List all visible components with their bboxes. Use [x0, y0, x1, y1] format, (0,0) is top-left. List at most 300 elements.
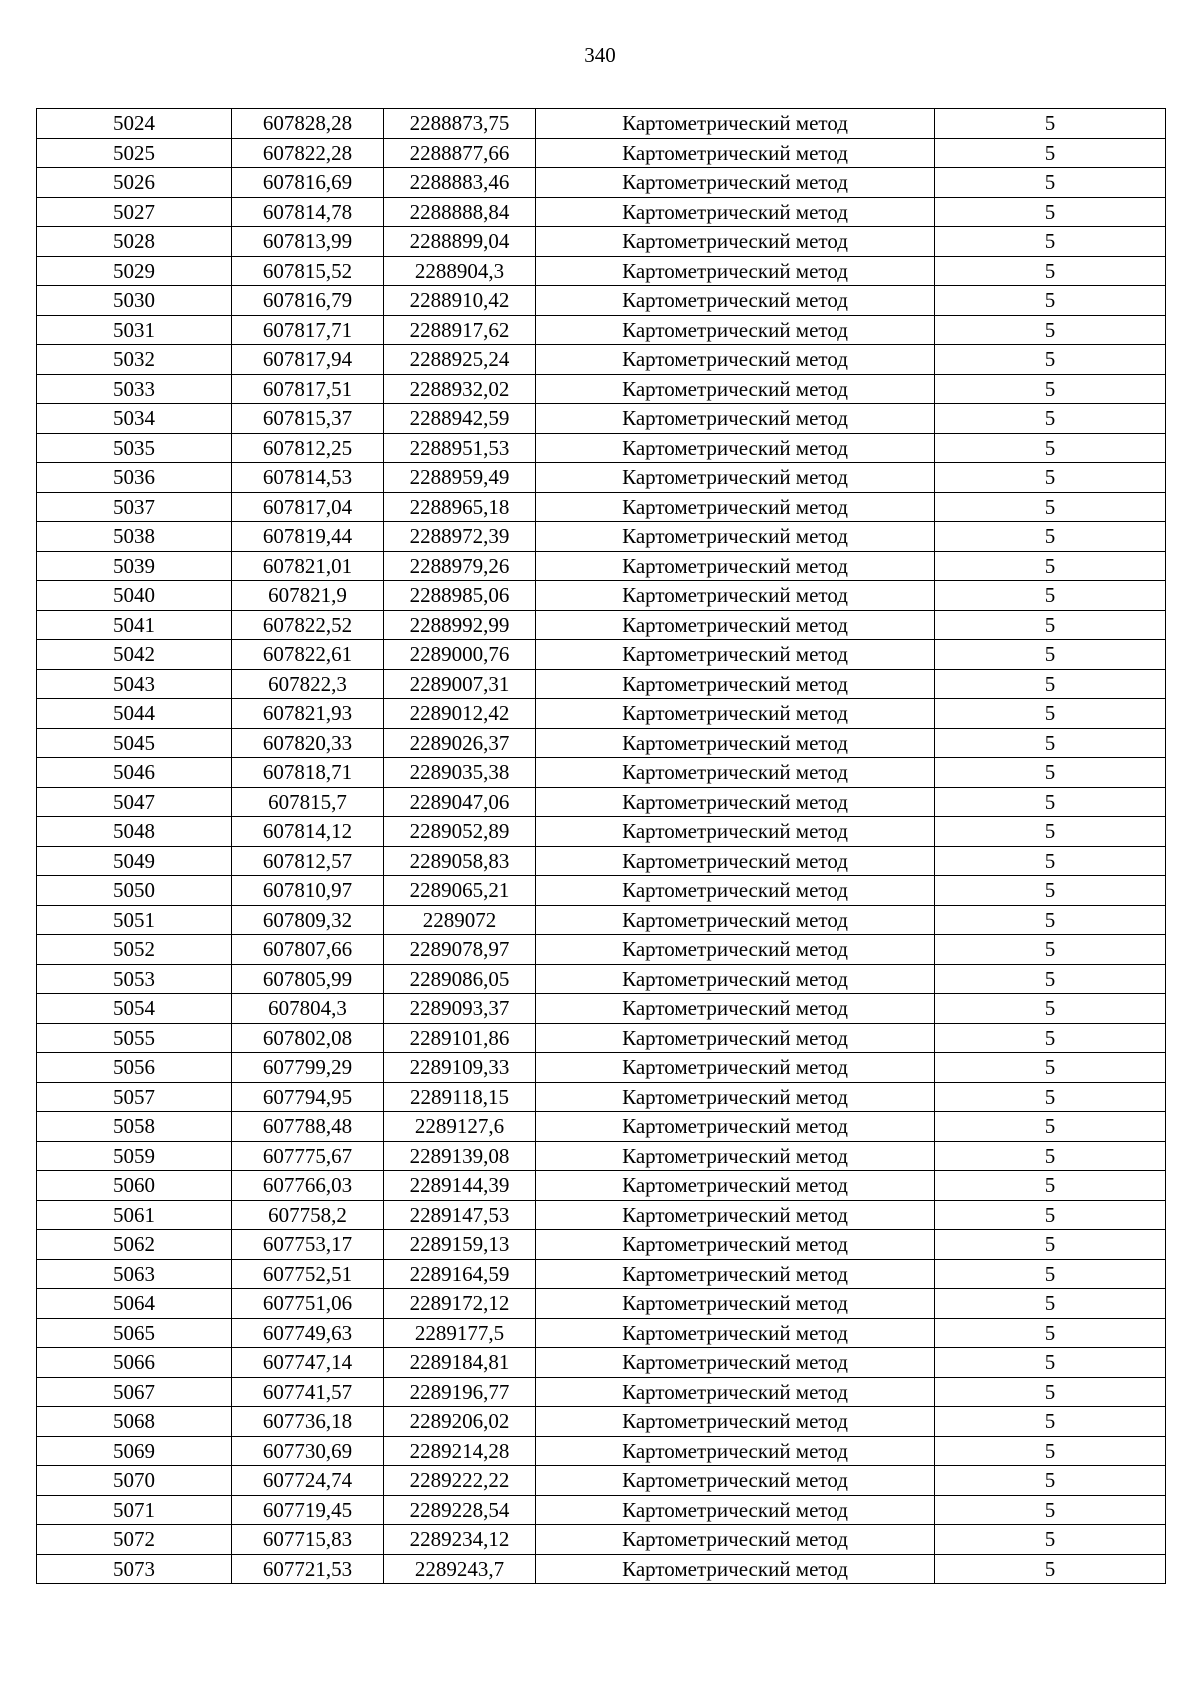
y-coordinate-cell: 2288992,99 — [384, 610, 536, 640]
x-coordinate-cell: 607813,99 — [232, 227, 384, 257]
method-cell: Картометрический метод — [536, 905, 935, 935]
method-cell: Картометрический метод — [536, 610, 935, 640]
accuracy-cell: 5 — [935, 1023, 1166, 1053]
x-coordinate-cell: 607828,28 — [232, 109, 384, 139]
y-coordinate-cell: 2289109,33 — [384, 1053, 536, 1083]
accuracy-cell: 5 — [935, 168, 1166, 198]
point-number-cell: 5061 — [37, 1200, 232, 1230]
accuracy-cell: 5 — [935, 846, 1166, 876]
table-row — [37, 758, 1166, 788]
x-coordinate-cell: 607775,67 — [232, 1141, 384, 1171]
accuracy-cell: 5 — [935, 256, 1166, 286]
x-coordinate-cell: 607747,14 — [232, 1348, 384, 1378]
point-number-cell: 5033 — [37, 374, 232, 404]
accuracy-cell: 5 — [935, 905, 1166, 935]
point-number-cell: 5048 — [37, 817, 232, 847]
y-coordinate-cell: 2289118,15 — [384, 1082, 536, 1112]
y-coordinate-cell: 2289026,37 — [384, 728, 536, 758]
method-cell: Картометрический метод — [536, 345, 935, 375]
method-cell: Картометрический метод — [536, 1554, 935, 1584]
table-row — [37, 463, 1166, 493]
accuracy-cell: 5 — [935, 1466, 1166, 1496]
x-coordinate-cell: 607817,51 — [232, 374, 384, 404]
table-row — [37, 1348, 1166, 1378]
method-cell: Картометрический метод — [536, 1171, 935, 1201]
table-row — [37, 138, 1166, 168]
x-coordinate-cell: 607766,03 — [232, 1171, 384, 1201]
point-number-cell: 5066 — [37, 1348, 232, 1378]
table-row — [37, 404, 1166, 434]
table-row — [37, 994, 1166, 1024]
y-coordinate-cell: 2288877,66 — [384, 138, 536, 168]
point-number-cell: 5027 — [37, 197, 232, 227]
accuracy-cell: 5 — [935, 522, 1166, 552]
method-cell: Картометрический метод — [536, 463, 935, 493]
method-cell: Картометрический метод — [536, 1436, 935, 1466]
table-row — [37, 964, 1166, 994]
x-coordinate-cell: 607812,57 — [232, 846, 384, 876]
table-row — [37, 168, 1166, 198]
point-number-cell: 5040 — [37, 581, 232, 611]
y-coordinate-cell: 2289184,81 — [384, 1348, 536, 1378]
y-coordinate-cell: 2288959,49 — [384, 463, 536, 493]
method-cell: Картометрический метод — [536, 787, 935, 817]
y-coordinate-cell: 2288873,75 — [384, 109, 536, 139]
method-cell: Картометрический метод — [536, 1348, 935, 1378]
accuracy-cell: 5 — [935, 728, 1166, 758]
x-coordinate-cell: 607814,53 — [232, 463, 384, 493]
x-coordinate-cell: 607817,94 — [232, 345, 384, 375]
y-coordinate-cell: 2289058,83 — [384, 846, 536, 876]
table-row — [37, 1495, 1166, 1525]
y-coordinate-cell: 2289177,5 — [384, 1318, 536, 1348]
accuracy-cell: 5 — [935, 286, 1166, 316]
y-coordinate-cell: 2289000,76 — [384, 640, 536, 670]
table-row — [37, 1053, 1166, 1083]
method-cell: Картометрический метод — [536, 1259, 935, 1289]
accuracy-cell: 5 — [935, 433, 1166, 463]
table-row — [37, 817, 1166, 847]
table-row — [37, 1171, 1166, 1201]
accuracy-cell: 5 — [935, 1259, 1166, 1289]
y-coordinate-cell: 2289047,06 — [384, 787, 536, 817]
table-row — [37, 1407, 1166, 1437]
x-coordinate-cell: 607807,66 — [232, 935, 384, 965]
method-cell: Картометрический метод — [536, 404, 935, 434]
x-coordinate-cell: 607821,9 — [232, 581, 384, 611]
accuracy-cell: 5 — [935, 640, 1166, 670]
y-coordinate-cell: 2289144,39 — [384, 1171, 536, 1201]
point-number-cell: 5068 — [37, 1407, 232, 1437]
y-coordinate-cell: 2288951,53 — [384, 433, 536, 463]
method-cell: Картометрический метод — [536, 551, 935, 581]
method-cell: Картометрический метод — [536, 109, 935, 139]
point-number-cell: 5056 — [37, 1053, 232, 1083]
x-coordinate-cell: 607819,44 — [232, 522, 384, 552]
y-coordinate-cell: 2289139,08 — [384, 1141, 536, 1171]
accuracy-cell: 5 — [935, 669, 1166, 699]
accuracy-cell: 5 — [935, 138, 1166, 168]
y-coordinate-cell: 2288979,26 — [384, 551, 536, 581]
accuracy-cell: 5 — [935, 227, 1166, 257]
x-coordinate-cell: 607805,99 — [232, 964, 384, 994]
table-row — [37, 1259, 1166, 1289]
y-coordinate-cell: 2289101,86 — [384, 1023, 536, 1053]
table-row — [37, 905, 1166, 935]
method-cell: Картометрический метод — [536, 1141, 935, 1171]
y-coordinate-cell: 2289065,21 — [384, 876, 536, 906]
accuracy-cell: 5 — [935, 1230, 1166, 1260]
accuracy-cell: 5 — [935, 817, 1166, 847]
point-number-cell: 5038 — [37, 522, 232, 552]
accuracy-cell: 5 — [935, 935, 1166, 965]
accuracy-cell: 5 — [935, 1053, 1166, 1083]
point-number-cell: 5070 — [37, 1466, 232, 1496]
y-coordinate-cell: 2289206,02 — [384, 1407, 536, 1437]
x-coordinate-cell: 607812,25 — [232, 433, 384, 463]
x-coordinate-cell: 607724,74 — [232, 1466, 384, 1496]
point-number-cell: 5024 — [37, 109, 232, 139]
coordinates-table — [36, 108, 1166, 1584]
y-coordinate-cell: 2289007,31 — [384, 669, 536, 699]
y-coordinate-cell: 2289072 — [384, 905, 536, 935]
y-coordinate-cell: 2289222,22 — [384, 1466, 536, 1496]
x-coordinate-cell: 607817,04 — [232, 492, 384, 522]
table-row — [37, 374, 1166, 404]
method-cell: Картометрический метод — [536, 1525, 935, 1555]
table-row — [37, 1230, 1166, 1260]
x-coordinate-cell: 607815,7 — [232, 787, 384, 817]
accuracy-cell: 5 — [935, 758, 1166, 788]
point-number-cell: 5050 — [37, 876, 232, 906]
table-row — [37, 197, 1166, 227]
table-row — [37, 1082, 1166, 1112]
y-coordinate-cell: 2289196,77 — [384, 1377, 536, 1407]
x-coordinate-cell: 607799,29 — [232, 1053, 384, 1083]
method-cell: Картометрический метод — [536, 492, 935, 522]
point-number-cell: 5051 — [37, 905, 232, 935]
point-number-cell: 5039 — [37, 551, 232, 581]
method-cell: Картометрический метод — [536, 728, 935, 758]
method-cell: Картометрический метод — [536, 315, 935, 345]
accuracy-cell: 5 — [935, 1318, 1166, 1348]
y-coordinate-cell: 2289164,59 — [384, 1259, 536, 1289]
x-coordinate-cell: 607816,69 — [232, 168, 384, 198]
x-coordinate-cell: 607821,93 — [232, 699, 384, 729]
table-row — [37, 256, 1166, 286]
accuracy-cell: 5 — [935, 994, 1166, 1024]
x-coordinate-cell: 607752,51 — [232, 1259, 384, 1289]
accuracy-cell: 5 — [935, 699, 1166, 729]
method-cell: Картометрический метод — [536, 876, 935, 906]
method-cell: Картометрический метод — [536, 227, 935, 257]
point-number-cell: 5031 — [37, 315, 232, 345]
x-coordinate-cell: 607822,3 — [232, 669, 384, 699]
table-row — [37, 492, 1166, 522]
x-coordinate-cell: 607741,57 — [232, 1377, 384, 1407]
y-coordinate-cell: 2289078,97 — [384, 935, 536, 965]
method-cell: Картометрический метод — [536, 1407, 935, 1437]
point-number-cell: 5069 — [37, 1436, 232, 1466]
method-cell: Картометрический метод — [536, 964, 935, 994]
point-number-cell: 5030 — [37, 286, 232, 316]
point-number-cell: 5049 — [37, 846, 232, 876]
x-coordinate-cell: 607751,06 — [232, 1289, 384, 1319]
method-cell: Картометрический метод — [536, 256, 935, 286]
table-row — [37, 433, 1166, 463]
accuracy-cell: 5 — [935, 1554, 1166, 1584]
y-coordinate-cell: 2289035,38 — [384, 758, 536, 788]
y-coordinate-cell: 2288888,84 — [384, 197, 536, 227]
x-coordinate-cell: 607815,52 — [232, 256, 384, 286]
method-cell: Картометрический метод — [536, 1377, 935, 1407]
point-number-cell: 5035 — [37, 433, 232, 463]
x-coordinate-cell: 607715,83 — [232, 1525, 384, 1555]
accuracy-cell: 5 — [935, 1436, 1166, 1466]
point-number-cell: 5025 — [37, 138, 232, 168]
y-coordinate-cell: 2288917,62 — [384, 315, 536, 345]
accuracy-cell: 5 — [935, 1082, 1166, 1112]
method-cell: Картометрический метод — [536, 522, 935, 552]
method-cell: Картометрический метод — [536, 1466, 935, 1496]
point-number-cell: 5029 — [37, 256, 232, 286]
y-coordinate-cell: 2288942,59 — [384, 404, 536, 434]
x-coordinate-cell: 607822,52 — [232, 610, 384, 640]
x-coordinate-cell: 607753,17 — [232, 1230, 384, 1260]
y-coordinate-cell: 2288904,3 — [384, 256, 536, 286]
point-number-cell: 5067 — [37, 1377, 232, 1407]
method-cell: Картометрический метод — [536, 1082, 935, 1112]
accuracy-cell: 5 — [935, 1141, 1166, 1171]
x-coordinate-cell: 607821,01 — [232, 551, 384, 581]
table-body — [37, 109, 1166, 1584]
y-coordinate-cell: 2289127,6 — [384, 1112, 536, 1142]
method-cell: Картометрический метод — [536, 1495, 935, 1525]
x-coordinate-cell: 607818,71 — [232, 758, 384, 788]
method-cell: Картометрический метод — [536, 699, 935, 729]
method-cell: Картометрический метод — [536, 994, 935, 1024]
y-coordinate-cell: 2288883,46 — [384, 168, 536, 198]
method-cell: Картометрический метод — [536, 1112, 935, 1142]
point-number-cell: 5037 — [37, 492, 232, 522]
y-coordinate-cell: 2288932,02 — [384, 374, 536, 404]
table-row — [37, 522, 1166, 552]
x-coordinate-cell: 607788,48 — [232, 1112, 384, 1142]
x-coordinate-cell: 607721,53 — [232, 1554, 384, 1584]
method-cell: Картометрический метод — [536, 817, 935, 847]
x-coordinate-cell: 607758,2 — [232, 1200, 384, 1230]
point-number-cell: 5036 — [37, 463, 232, 493]
table-row — [37, 345, 1166, 375]
method-cell: Картометрический метод — [536, 1023, 935, 1053]
method-cell: Картометрический метод — [536, 1318, 935, 1348]
point-number-cell: 5058 — [37, 1112, 232, 1142]
table-row — [37, 1200, 1166, 1230]
x-coordinate-cell: 607749,63 — [232, 1318, 384, 1348]
method-cell: Картометрический метод — [536, 138, 935, 168]
x-coordinate-cell: 607736,18 — [232, 1407, 384, 1437]
point-number-cell: 5064 — [37, 1289, 232, 1319]
table-row — [37, 1436, 1166, 1466]
x-coordinate-cell: 607802,08 — [232, 1023, 384, 1053]
method-cell: Картометрический метод — [536, 640, 935, 670]
point-number-cell: 5062 — [37, 1230, 232, 1260]
method-cell: Картометрический метод — [536, 286, 935, 316]
method-cell: Картометрический метод — [536, 758, 935, 788]
x-coordinate-cell: 607815,37 — [232, 404, 384, 434]
x-coordinate-cell: 607719,45 — [232, 1495, 384, 1525]
point-number-cell: 5063 — [37, 1259, 232, 1289]
accuracy-cell: 5 — [935, 109, 1166, 139]
accuracy-cell: 5 — [935, 787, 1166, 817]
y-coordinate-cell: 2288985,06 — [384, 581, 536, 611]
table-row — [37, 1318, 1166, 1348]
accuracy-cell: 5 — [935, 581, 1166, 611]
method-cell: Картометрический метод — [536, 846, 935, 876]
accuracy-cell: 5 — [935, 1112, 1166, 1142]
accuracy-cell: 5 — [935, 345, 1166, 375]
accuracy-cell: 5 — [935, 1407, 1166, 1437]
accuracy-cell: 5 — [935, 610, 1166, 640]
accuracy-cell: 5 — [935, 551, 1166, 581]
accuracy-cell: 5 — [935, 1348, 1166, 1378]
x-coordinate-cell: 607822,61 — [232, 640, 384, 670]
y-coordinate-cell: 2289214,28 — [384, 1436, 536, 1466]
point-number-cell: 5032 — [37, 345, 232, 375]
method-cell: Картометрический метод — [536, 669, 935, 699]
page-number: 340 — [584, 43, 616, 67]
x-coordinate-cell: 607814,12 — [232, 817, 384, 847]
table-row — [37, 1112, 1166, 1142]
y-coordinate-cell: 2288925,24 — [384, 345, 536, 375]
y-coordinate-cell: 2289159,13 — [384, 1230, 536, 1260]
method-cell: Картометрический метод — [536, 1200, 935, 1230]
point-number-cell: 5042 — [37, 640, 232, 670]
y-coordinate-cell: 2289012,42 — [384, 699, 536, 729]
table-row — [37, 610, 1166, 640]
point-number-cell: 5060 — [37, 1171, 232, 1201]
y-coordinate-cell: 2288910,42 — [384, 286, 536, 316]
method-cell: Картометрический метод — [536, 433, 935, 463]
table-row — [37, 1466, 1166, 1496]
accuracy-cell: 5 — [935, 1289, 1166, 1319]
accuracy-cell: 5 — [935, 1200, 1166, 1230]
y-coordinate-cell: 2288899,04 — [384, 227, 536, 257]
x-coordinate-cell: 607730,69 — [232, 1436, 384, 1466]
table-row — [37, 787, 1166, 817]
point-number-cell: 5055 — [37, 1023, 232, 1053]
method-cell: Картометрический метод — [536, 1289, 935, 1319]
y-coordinate-cell: 2288972,39 — [384, 522, 536, 552]
accuracy-cell: 5 — [935, 315, 1166, 345]
method-cell: Картометрический метод — [536, 1230, 935, 1260]
y-coordinate-cell: 2289052,89 — [384, 817, 536, 847]
point-number-cell: 5054 — [37, 994, 232, 1024]
x-coordinate-cell: 607804,3 — [232, 994, 384, 1024]
accuracy-cell: 5 — [935, 1495, 1166, 1525]
table-row — [37, 581, 1166, 611]
table-row — [37, 1525, 1166, 1555]
table-row — [37, 699, 1166, 729]
point-number-cell: 5041 — [37, 610, 232, 640]
table-row — [37, 109, 1166, 139]
point-number-cell: 5034 — [37, 404, 232, 434]
point-number-cell: 5072 — [37, 1525, 232, 1555]
table-row — [37, 846, 1166, 876]
method-cell: Картометрический метод — [536, 1053, 935, 1083]
x-coordinate-cell: 607817,71 — [232, 315, 384, 345]
table-row — [37, 876, 1166, 906]
table-row — [37, 1554, 1166, 1584]
point-number-cell: 5028 — [37, 227, 232, 257]
y-coordinate-cell: 2289234,12 — [384, 1525, 536, 1555]
point-number-cell: 5057 — [37, 1082, 232, 1112]
accuracy-cell: 5 — [935, 1377, 1166, 1407]
point-number-cell: 5043 — [37, 669, 232, 699]
x-coordinate-cell: 607820,33 — [232, 728, 384, 758]
x-coordinate-cell: 607822,28 — [232, 138, 384, 168]
x-coordinate-cell: 607794,95 — [232, 1082, 384, 1112]
table-row — [37, 551, 1166, 581]
table-row — [37, 935, 1166, 965]
x-coordinate-cell: 607814,78 — [232, 197, 384, 227]
accuracy-cell: 5 — [935, 964, 1166, 994]
method-cell: Картометрический метод — [536, 935, 935, 965]
table-row — [37, 1141, 1166, 1171]
table-row — [37, 1023, 1166, 1053]
accuracy-cell: 5 — [935, 1171, 1166, 1201]
table-row — [37, 669, 1166, 699]
table-row — [37, 640, 1166, 670]
point-number-cell: 5071 — [37, 1495, 232, 1525]
method-cell: Картометрический метод — [536, 374, 935, 404]
table-row — [37, 1377, 1166, 1407]
x-coordinate-cell: 607810,97 — [232, 876, 384, 906]
y-coordinate-cell: 2289172,12 — [384, 1289, 536, 1319]
accuracy-cell: 5 — [935, 197, 1166, 227]
table-row — [37, 1289, 1166, 1319]
table-row — [37, 728, 1166, 758]
y-coordinate-cell: 2289093,37 — [384, 994, 536, 1024]
x-coordinate-cell: 607816,79 — [232, 286, 384, 316]
point-number-cell: 5059 — [37, 1141, 232, 1171]
point-number-cell: 5065 — [37, 1318, 232, 1348]
accuracy-cell: 5 — [935, 463, 1166, 493]
accuracy-cell: 5 — [935, 1525, 1166, 1555]
y-coordinate-cell: 2289086,05 — [384, 964, 536, 994]
y-coordinate-cell: 2289147,53 — [384, 1200, 536, 1230]
accuracy-cell: 5 — [935, 876, 1166, 906]
method-cell: Картометрический метод — [536, 581, 935, 611]
point-number-cell: 5052 — [37, 935, 232, 965]
point-number-cell: 5073 — [37, 1554, 232, 1584]
table-row — [37, 286, 1166, 316]
point-number-cell: 5053 — [37, 964, 232, 994]
point-number-cell: 5046 — [37, 758, 232, 788]
method-cell: Картометрический метод — [536, 168, 935, 198]
point-number-cell: 5044 — [37, 699, 232, 729]
table-row — [37, 315, 1166, 345]
accuracy-cell: 5 — [935, 374, 1166, 404]
x-coordinate-cell: 607809,32 — [232, 905, 384, 935]
y-coordinate-cell: 2289243,7 — [384, 1554, 536, 1584]
y-coordinate-cell: 2288965,18 — [384, 492, 536, 522]
point-number-cell: 5047 — [37, 787, 232, 817]
accuracy-cell: 5 — [935, 492, 1166, 522]
point-number-cell: 5045 — [37, 728, 232, 758]
table-row — [37, 227, 1166, 257]
y-coordinate-cell: 2289228,54 — [384, 1495, 536, 1525]
